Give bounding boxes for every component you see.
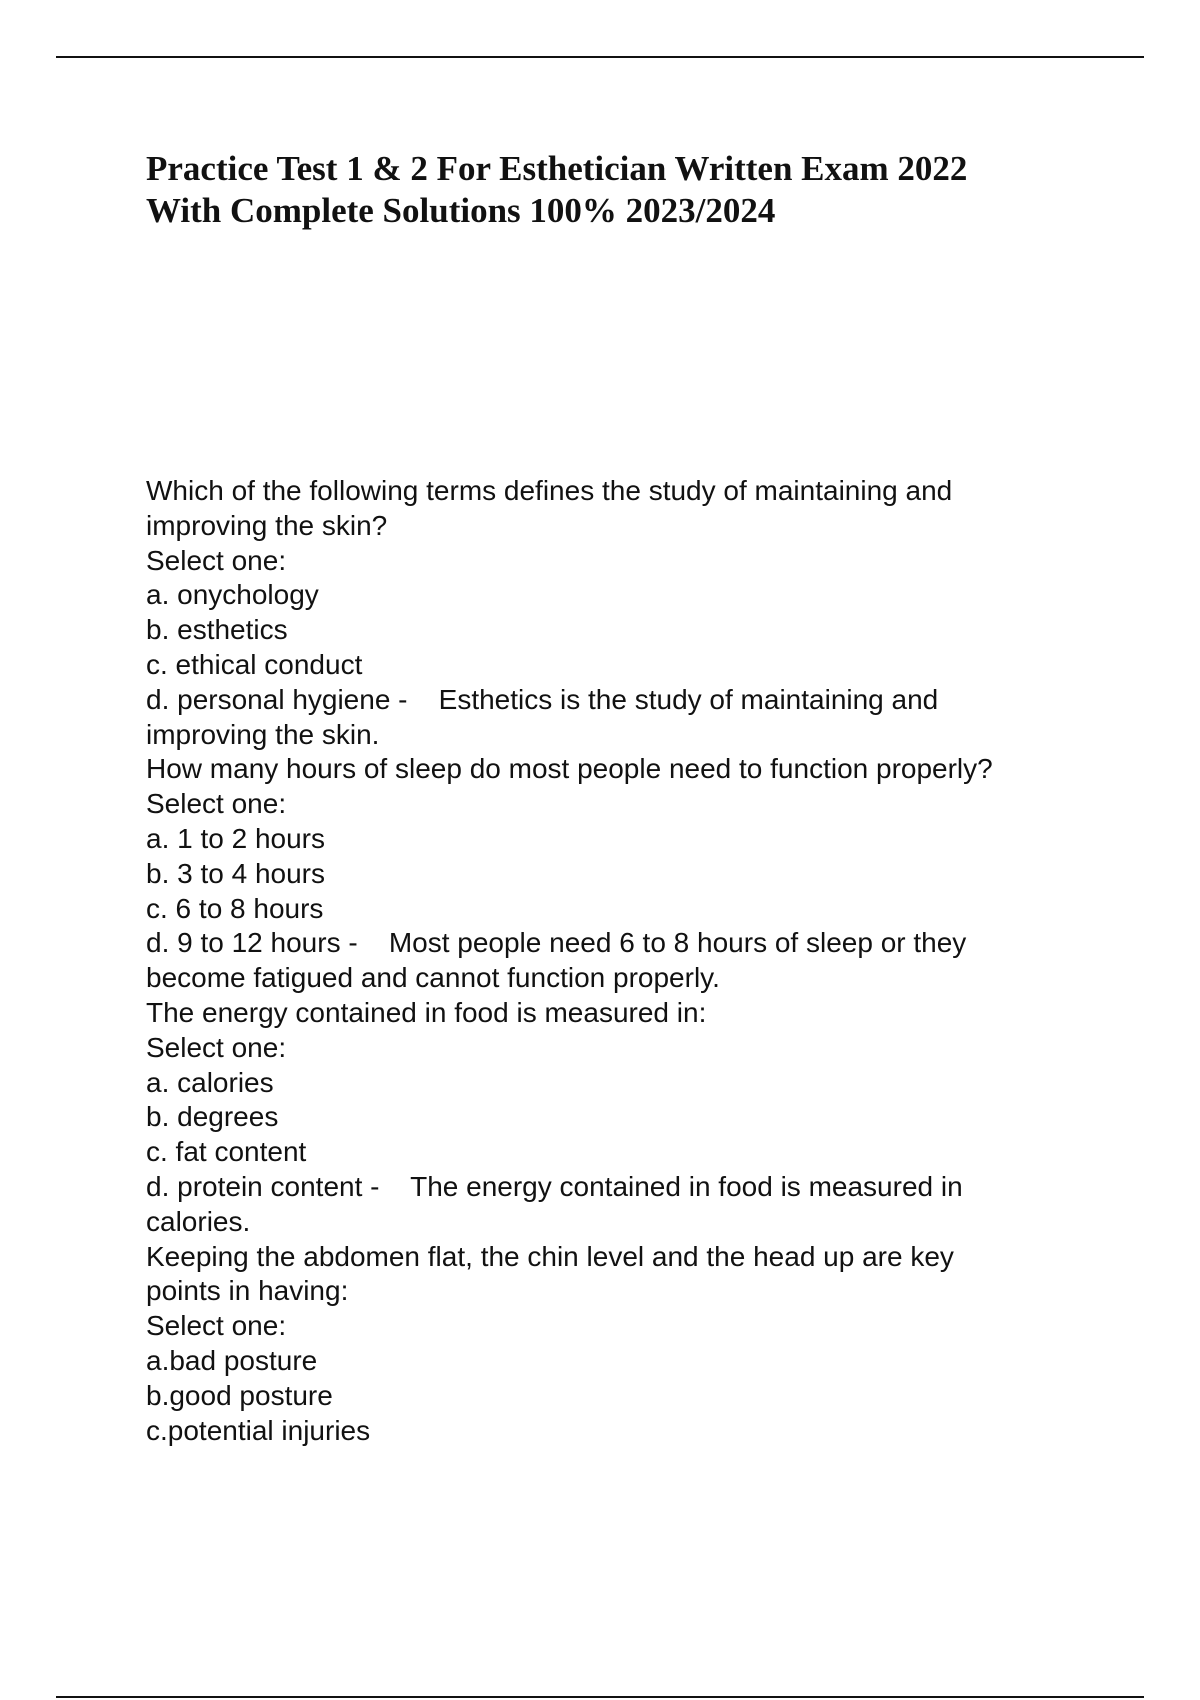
question-text-line: Keeping the abdomen flat, the chin level and the head up are key bbox=[146, 1240, 954, 1272]
document-title bbox=[146, 148, 1106, 232]
answer-option-with-explanation bbox=[146, 926, 1156, 961]
explanation-text: The energy contained in food is measured in bbox=[410, 1170, 963, 1202]
explanation-text: Most people need 6 to 8 hours of sleep or they bbox=[388, 927, 967, 959]
answer-option: b. 3 to 4 hours bbox=[146, 857, 326, 889]
questions-body bbox=[146, 474, 1156, 1448]
answer-option: a. onychology bbox=[146, 579, 319, 611]
answer-option: c. fat content bbox=[146, 1136, 307, 1168]
question-text-line: points in having: bbox=[146, 1275, 349, 1307]
answer-option: a.bad posture bbox=[146, 1344, 318, 1376]
explanation-separator: - bbox=[390, 683, 439, 715]
explanation-text: Esthetics is the study of maintaining and bbox=[438, 683, 939, 715]
question-block-1 bbox=[146, 474, 1156, 752]
question-text-line: improving the skin? bbox=[146, 509, 388, 541]
answer-option: a. calories bbox=[146, 1066, 274, 1098]
answer-option: b. esthetics bbox=[146, 614, 288, 646]
answer-option: b.good posture bbox=[146, 1379, 333, 1411]
question-text-line: How many hours of sleep do most people need to function properly? bbox=[146, 753, 993, 785]
answer-option: d. protein content bbox=[146, 1170, 363, 1202]
title-line-2: With Complete Solutions 100% 2023/2024 bbox=[146, 191, 776, 230]
select-prompt: Select one: bbox=[146, 1031, 287, 1063]
answer-option: d. 9 to 12 hours bbox=[146, 927, 341, 959]
explanation-text: improving the skin. bbox=[146, 718, 380, 750]
explanation-separator: - bbox=[362, 1170, 411, 1202]
answer-option: c.potential injuries bbox=[146, 1414, 371, 1446]
answer-option-with-explanation bbox=[146, 683, 1156, 718]
select-prompt: Select one: bbox=[146, 788, 287, 820]
bottom-divider bbox=[56, 1696, 1144, 1698]
select-prompt: Select one: bbox=[146, 1310, 287, 1342]
title-line-1: Practice Test 1 & 2 For Esthetician Written Exam 2022 bbox=[146, 149, 968, 188]
answer-option: c. ethical conduct bbox=[146, 648, 363, 680]
question-text-line: The energy contained in food is measured in: bbox=[146, 996, 707, 1028]
explanation-text: calories. bbox=[146, 1205, 251, 1237]
question-block-3 bbox=[146, 996, 1156, 1240]
top-divider bbox=[56, 56, 1144, 58]
answer-option: a. 1 to 2 hours bbox=[146, 822, 326, 854]
question-block-2 bbox=[146, 752, 1156, 996]
explanation-text: become fatigued and cannot function properly. bbox=[146, 962, 720, 994]
question-text-line: Which of the following terms defines the study of maintaining and bbox=[146, 475, 953, 506]
question-block-4 bbox=[146, 1240, 1156, 1449]
select-prompt: Select one: bbox=[146, 544, 287, 576]
explanation-separator: - bbox=[340, 927, 389, 959]
answer-option: c. 6 to 8 hours bbox=[146, 892, 324, 924]
answer-option-with-explanation bbox=[146, 1170, 1156, 1205]
answer-option: b. degrees bbox=[146, 1101, 279, 1133]
answer-option: d. personal hygiene bbox=[146, 683, 391, 715]
